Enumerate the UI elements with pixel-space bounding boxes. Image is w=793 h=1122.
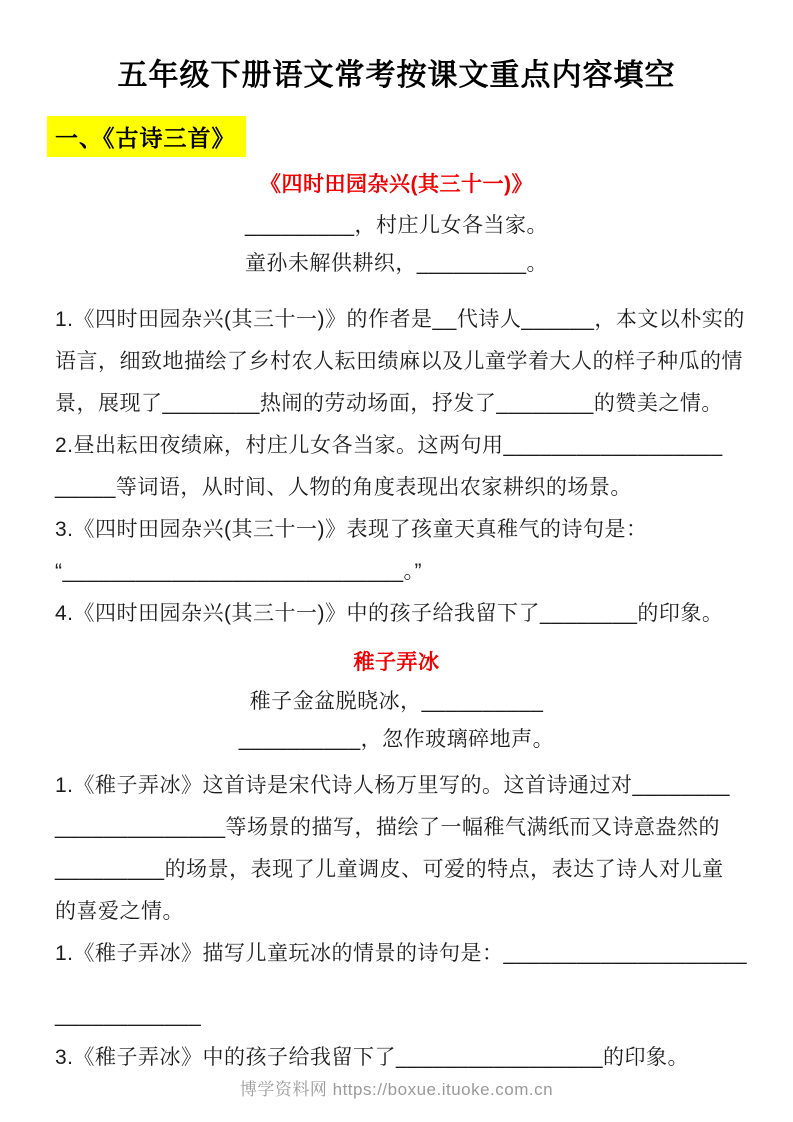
footer-watermark: 博学资料网 https://boxue.ituoke.com.cn bbox=[239, 1080, 554, 1099]
poem1-block bbox=[0, 207, 793, 283]
poem2-line-1: 稚子金盆脱晓冰，__________ bbox=[249, 690, 544, 713]
set1-q2-line-1: 2.昼出耘田夜绩麻，村庄儿女各当家。这两句用__________________ bbox=[55, 434, 723, 457]
poem1-line-2: 童孙未解供耕织，_________。 bbox=[244, 252, 549, 275]
set2-q1-line-4: 的喜爱之情。 bbox=[55, 900, 184, 923]
set1-q1-line-1: 1.《四时田园杂兴(其三十一)》的作者是__代诗人______，本文以朴实的 bbox=[55, 308, 745, 331]
poem2-block bbox=[0, 683, 793, 759]
section-heading-highlight: 一、《古诗三首》 bbox=[47, 116, 246, 157]
set2-q3-line-1: 3.《稚子弄冰》中的孩子给我留下了_________________的印象。 bbox=[55, 1046, 690, 1069]
set2-q2-answer-blank: ____________ bbox=[55, 1004, 202, 1027]
set1-q1-line-3: 景，展现了________热闹的劳动场面，抒发了________的赞美之情。 bbox=[55, 392, 723, 415]
set1-q1-line-2: 语言，细致地描绘了乡村农人耘田绩麻以及儿童学着大人的样子种瓜的情 bbox=[55, 350, 743, 373]
questions-set2 bbox=[55, 765, 748, 1079]
set1-q2-line-2: _____等词语，从时间、人物的角度表现出农家耕织的场景。 bbox=[55, 476, 632, 499]
set2-q1-line-1: 1.《稚子弄冰》这首诗是宋代诗人杨万里写的。这首诗通过对________ bbox=[55, 774, 730, 797]
section-heading-row bbox=[47, 116, 793, 157]
set1-q3-line-1: 3.《四时田园杂兴(其三十一)》表现了孩童天真稚气的诗句是： bbox=[55, 518, 648, 541]
set2-q1-line-2: ______________等场景的描写，描绘了一幅稚气满纸而又诗意盎然的 bbox=[55, 816, 721, 839]
poem1-line-1: _________，村庄儿女各当家。 bbox=[244, 214, 549, 237]
poem2-title: 稚子弄冰 bbox=[353, 651, 440, 674]
questions-set1 bbox=[55, 299, 745, 635]
page-title: 五年级下册语文常考按课文重点内容填空 bbox=[117, 59, 676, 92]
set2-q2-line-1: 1.《稚子弄冰》描写儿童玩冰的情景的诗句是：____________________ bbox=[55, 942, 748, 965]
set1-q4-line-1: 4.《四时田园杂兴(其三十一)》中的孩子给我留下了________的印象。 bbox=[55, 602, 724, 625]
set2-q1-line-3: _________的场景，表现了儿童调皮、可爱的特点，表达了诗人对儿童 bbox=[55, 858, 724, 881]
poem2-line-2: __________，忽作玻璃碎地声。 bbox=[238, 728, 555, 751]
poem1-title: 《四时田园杂兴(其三十一)》 bbox=[260, 173, 533, 196]
set1-q3-answer-blank: “____________________________。” bbox=[55, 560, 423, 583]
